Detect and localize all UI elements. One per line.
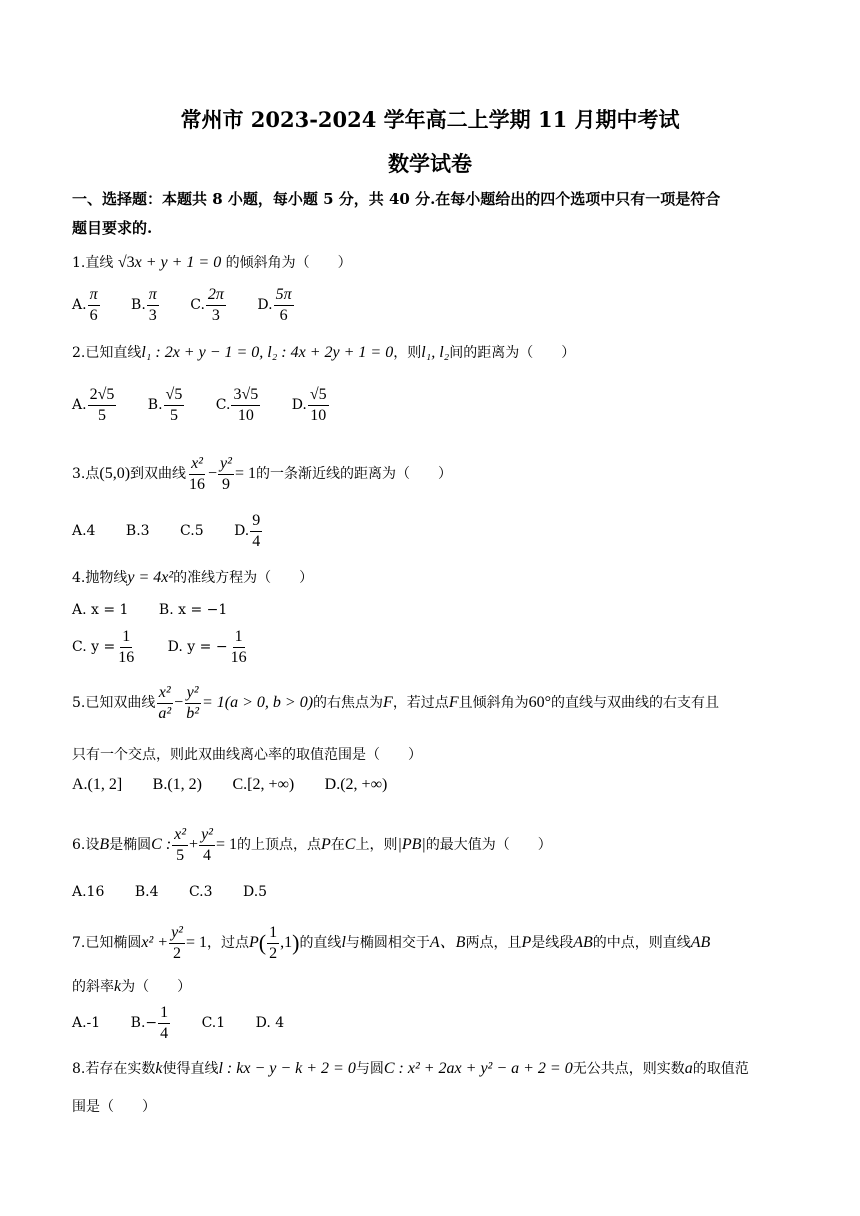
q2-option-a[interactable]: A. $\frac{2√5}{5}$ [72, 386, 115, 424]
question-6-options [72, 884, 293, 900]
q1-option-c[interactable]: C. $\frac{2\pi}{3}$ [190, 286, 224, 324]
q4-option-a[interactable]: A. x = 1 [72, 602, 129, 618]
question-1-stem [72, 252, 352, 272]
q1-sqrt: √3 [117, 254, 135, 271]
question-8-stem-line1: 8.若存在实数k使得直线l : kx − y − k + 2 = 0与圆C : x² + 2ax + y² − a + 2 = 0无公共点，则实数a的取值范 [72, 1060, 749, 1077]
q5-option-d[interactable]: D.(2, +∞) [324, 776, 388, 793]
question-4-options-row1 [72, 602, 253, 618]
q3-option-a[interactable]: A.4 [72, 523, 96, 540]
section-heading-line2: 题目要求的. [72, 219, 153, 237]
q6-option-c[interactable]: C.3 [188, 884, 213, 900]
q3-point: (5,0) [99, 465, 131, 483]
exam-subtitle: 数学试卷 [388, 151, 472, 176]
question-7-stem-line1: 7.已知椭圆x² + $\frac{\text{y²}}{2}$ = 1，过点P( $\frac{1}{2}$ ,1)的直线l与椭圆相交于A、B两点，且P是线段AB的中点，则直线AB [72, 924, 711, 962]
q6-option-d[interactable]: D.5 [242, 884, 268, 900]
question-2-options [72, 386, 356, 424]
question-5-stem-line1: 5.已知双曲线 $\frac{\text{x²}}{\text{a²}}$ − $\frac{\text{y²}}{\text{b²}}$ = 1(a > 0, b > 0)的右焦点为F，若过点F且倾斜角为60°的直线与双曲线的右支有且 [72, 684, 719, 722]
q4-option-d[interactable]: D. y = − $\frac{1}{16}$ [167, 628, 247, 666]
q2-equation: l₁ : 2x + y − 1 = 0, l₂ : 4x + 2y + 1 = 0 [141, 344, 394, 361]
question-5-options [72, 776, 413, 794]
q2-option-d[interactable]: D. $\frac{√5}{10}$ [291, 386, 327, 424]
section-heading-line1: 一、选择题：本题共 8 小题，每小题 5 分，共 40 分.在每小题给出的四个选项中只有一项是符合 [72, 190, 721, 208]
q2-option-c[interactable]: C. $\frac{3√5}{10}$ [215, 386, 259, 424]
q3-option-b[interactable]: B.3 [125, 523, 150, 540]
q1-text-end: 的倾斜角为（ ） [225, 255, 352, 271]
question-8-stem-line2: 围是（ ） [72, 1099, 156, 1115]
q1-option-a[interactable]: A. $\frac{\pi}{6}$ [72, 286, 98, 324]
question-2-stem: 2.已知直线l₁ : 2x + y − 1 = 0, l₂ : 4x + 2y + 1 = 0，则l₁, l₂间的距离为（ ） [72, 344, 576, 361]
q1-equation: x + y + 1 = 0 [134, 254, 222, 271]
q5-option-b[interactable]: B.(1, 2) [152, 776, 202, 793]
q2-option-b[interactable]: B. $\frac{√5}{5}$ [147, 386, 183, 424]
q1-option-d[interactable]: D. $\frac{5\pi}{6}$ [257, 286, 292, 324]
question-7-options [72, 1004, 310, 1042]
q4-option-b[interactable]: B. x = −1 [158, 602, 228, 618]
q7-option-a[interactable]: A.-1 [72, 1015, 101, 1032]
question-7-stem-line2: 的斜率k为（ ） [72, 978, 192, 995]
question-6-stem: 6.设B是椭圆C : $\frac{\text{x²}}{5}$ + $\frac{\text{y²}}{4}$ = 1的上顶点，点P在C上，则|PB|的最大值为（ ） [72, 826, 552, 864]
q5-option-a[interactable]: A.(1, 2] [72, 776, 123, 793]
q7-option-c[interactable]: C.1 [201, 1015, 226, 1032]
q7-option-d[interactable]: D. 4 [255, 1015, 285, 1032]
question-4-stem: 4.抛物线y = 4x²的准线方程为（ ） [72, 569, 314, 586]
q3-option-c[interactable]: C.5 [180, 523, 204, 540]
q6-option-b[interactable]: B.4 [134, 884, 159, 900]
q1-text: 1.直线 [72, 255, 114, 271]
q4-equation: y = 4x² [127, 569, 174, 586]
q4-option-c[interactable]: C. y = $\frac{1}{16}$ [72, 628, 135, 666]
q8-line-equation: l : kx − y − k + 2 = 0 [218, 1060, 356, 1077]
q3-option-d[interactable]: D. $\frac{9}{4}$ [234, 512, 261, 550]
question-5-stem-line2: 只有一个交点，则此双曲线离心率的取值范围是（ ） [72, 747, 422, 763]
q5-option-c[interactable]: C.[2, +∞) [232, 776, 295, 793]
exam-title: 常州市 2023-2024 学年高二上学期 11 月期中考试 [180, 107, 680, 132]
q8-circle-equation: C : x² + 2ax + y² − a + 2 = 0 [383, 1060, 573, 1077]
question-3-options [72, 512, 289, 550]
q6-option-a[interactable]: A.16 [72, 884, 105, 900]
q7-option-b[interactable]: B.− $\frac{1}{4}$ [130, 1004, 169, 1042]
question-1-options [72, 286, 321, 324]
question-4-options-row2 [72, 628, 276, 666]
question-3-stem: 3.点(5,0)到双曲线 $\frac{\text{x²}}{16}$ − $\frac{\text{y²}}{9}$ = 1的一条渐近线的距离为（ ） [72, 455, 452, 493]
q1-option-b[interactable]: B. $\frac{\pi}{3}$ [131, 286, 157, 324]
